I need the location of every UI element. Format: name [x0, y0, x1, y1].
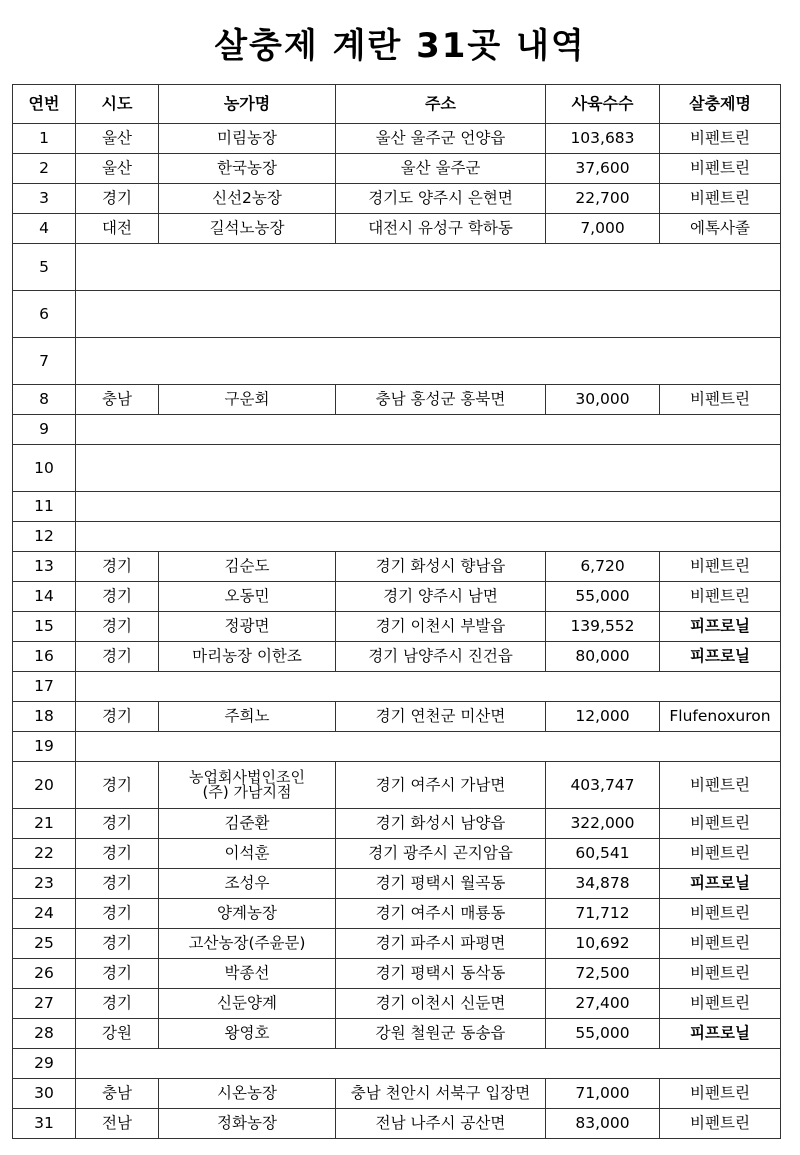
farm-name-cell: 정화농장 — [159, 1109, 336, 1139]
insecticide-cell: 비펜트린 — [660, 839, 781, 869]
row-number: 3 — [13, 184, 76, 214]
insecticide-cell: 비펜트린 — [660, 124, 781, 154]
address-cell: 경기 이천시 부발읍 — [336, 612, 546, 642]
count-cell: 34,878 — [546, 869, 660, 899]
farm-name-cell: 김순도 — [159, 552, 336, 582]
farm-name-cell: 왕영호 — [159, 1019, 336, 1049]
header-region: 시도 — [76, 85, 159, 124]
table-row — [13, 899, 781, 929]
row-number: 2 — [13, 154, 76, 184]
insecticide-cell: 비펜트린 — [660, 989, 781, 1019]
table-row — [13, 582, 781, 612]
table-row — [13, 672, 781, 702]
address-cell: 전남 나주시 공산면 — [336, 1109, 546, 1139]
count-cell: 37,600 — [546, 154, 660, 184]
insecticide-cell: 비펜트린 — [660, 899, 781, 929]
address-cell: 경기 여주시 매룡동 — [336, 899, 546, 929]
redacted-cell — [76, 244, 781, 291]
table-row — [13, 1019, 781, 1049]
farm-name-cell: 정광면 — [159, 612, 336, 642]
table-row — [13, 809, 781, 839]
row-number: 17 — [13, 672, 76, 702]
insecticide-cell: 비펜트린 — [660, 809, 781, 839]
count-cell: 103,683 — [546, 124, 660, 154]
region-cell: 경기 — [76, 702, 159, 732]
insecticide-cell: 비펜트린 — [660, 1109, 781, 1139]
row-number: 5 — [13, 244, 76, 291]
farm-name-line: 농업회사법인조인 — [189, 768, 305, 786]
address-cell: 경기 파주시 파평면 — [336, 929, 546, 959]
farm-name-cell: 고산농장(주윤문) — [159, 929, 336, 959]
region-cell: 경기 — [76, 899, 159, 929]
region-cell: 대전 — [76, 214, 159, 244]
redacted-cell — [76, 445, 781, 492]
row-number: 4 — [13, 214, 76, 244]
row-number: 24 — [13, 899, 76, 929]
row-number: 14 — [13, 582, 76, 612]
farm-name-cell: 시온농장 — [159, 1079, 336, 1109]
redacted-cell — [76, 338, 781, 385]
header-address: 주소 — [336, 85, 546, 124]
region-cell: 경기 — [76, 959, 159, 989]
insecticide-cell: 피프로닐 — [660, 612, 781, 642]
redacted-cell — [76, 732, 781, 762]
row-number: 26 — [13, 959, 76, 989]
insecticide-cell: 비펜트린 — [660, 582, 781, 612]
table-row — [13, 642, 781, 672]
farm-name-cell: 주희노 — [159, 702, 336, 732]
address-cell: 울산 울주군 — [336, 154, 546, 184]
table-row — [13, 612, 781, 642]
insecticide-cell: 비펜트린 — [660, 552, 781, 582]
region-cell: 경기 — [76, 642, 159, 672]
insecticide-cell: 비펜트린 — [660, 929, 781, 959]
table-row — [13, 492, 781, 522]
table-row — [13, 244, 781, 291]
table-row — [13, 522, 781, 552]
insecticide-cell: 피프로닐 — [660, 642, 781, 672]
redacted-cell — [76, 415, 781, 445]
address-cell: 경기 화성시 남양읍 — [336, 809, 546, 839]
farm-name-line: (주) 가남지점 — [202, 783, 292, 801]
address-cell: 대전시 유성구 학하동 — [336, 214, 546, 244]
row-number: 8 — [13, 385, 76, 415]
table-row — [13, 214, 781, 244]
egg-farm-table — [12, 84, 781, 1139]
table-row — [13, 989, 781, 1019]
farm-name-cell — [159, 762, 336, 809]
count-cell: 139,552 — [546, 612, 660, 642]
farm-name-cell: 신선2농장 — [159, 184, 336, 214]
table-row — [13, 702, 781, 732]
region-cell: 경기 — [76, 989, 159, 1019]
row-number: 21 — [13, 809, 76, 839]
farm-name-cell: 한국농장 — [159, 154, 336, 184]
row-number: 10 — [13, 445, 76, 492]
row-number: 13 — [13, 552, 76, 582]
region-cell: 경기 — [76, 762, 159, 809]
count-cell: 7,000 — [546, 214, 660, 244]
header-no: 연번 — [13, 85, 76, 124]
farm-name-cell: 길석노농장 — [159, 214, 336, 244]
row-number: 16 — [13, 642, 76, 672]
row-number: 22 — [13, 839, 76, 869]
farm-name-cell: 김준환 — [159, 809, 336, 839]
address-cell: 경기도 양주시 은현면 — [336, 184, 546, 214]
count-cell: 55,000 — [546, 582, 660, 612]
table-row — [13, 445, 781, 492]
region-cell: 경기 — [76, 929, 159, 959]
count-cell: 27,400 — [546, 989, 660, 1019]
row-number: 19 — [13, 732, 76, 762]
row-number: 6 — [13, 291, 76, 338]
insecticide-cell: 피프로닐 — [660, 1019, 781, 1049]
address-cell: 경기 평택시 월곡동 — [336, 869, 546, 899]
redacted-cell — [76, 492, 781, 522]
region-cell: 경기 — [76, 839, 159, 869]
region-cell: 경기 — [76, 582, 159, 612]
row-number: 12 — [13, 522, 76, 552]
address-cell: 경기 이천시 신둔면 — [336, 989, 546, 1019]
header-farm: 농가명 — [159, 85, 336, 124]
row-number: 30 — [13, 1079, 76, 1109]
insecticide-cell: 에톡사졸 — [660, 214, 781, 244]
row-number: 18 — [13, 702, 76, 732]
farm-name-cell: 오동민 — [159, 582, 336, 612]
insecticide-cell: 비펜트린 — [660, 385, 781, 415]
table-row — [13, 552, 781, 582]
redacted-cell — [76, 522, 781, 552]
count-cell: 6,720 — [546, 552, 660, 582]
insecticide-cell: 피프로닐 — [660, 869, 781, 899]
address-cell: 경기 여주시 가남면 — [336, 762, 546, 809]
table-row — [13, 1109, 781, 1139]
region-cell: 전남 — [76, 1109, 159, 1139]
redacted-cell — [76, 1049, 781, 1079]
address-cell: 경기 연천군 미산면 — [336, 702, 546, 732]
address-cell: 경기 양주시 남면 — [336, 582, 546, 612]
region-cell: 경기 — [76, 809, 159, 839]
region-cell: 경기 — [76, 869, 159, 899]
farm-name-cell: 구운회 — [159, 385, 336, 415]
insecticide-cell: 비펜트린 — [660, 959, 781, 989]
count-cell: 83,000 — [546, 1109, 660, 1139]
count-cell: 12,000 — [546, 702, 660, 732]
count-cell: 22,700 — [546, 184, 660, 214]
row-number: 25 — [13, 929, 76, 959]
insecticide-cell: 비펜트린 — [660, 762, 781, 809]
address-cell: 강원 철원군 동송읍 — [336, 1019, 546, 1049]
address-cell: 경기 화성시 향남읍 — [336, 552, 546, 582]
count-cell: 55,000 — [546, 1019, 660, 1049]
count-cell: 403,747 — [546, 762, 660, 809]
redacted-cell — [76, 291, 781, 338]
table-row — [13, 184, 781, 214]
table-row — [13, 959, 781, 989]
row-number: 7 — [13, 338, 76, 385]
header-count: 사육수수 — [546, 85, 660, 124]
region-cell: 울산 — [76, 124, 159, 154]
address-cell: 울산 울주군 언양읍 — [336, 124, 546, 154]
table-row — [13, 929, 781, 959]
insecticide-cell: 비펜트린 — [660, 184, 781, 214]
count-cell: 71,000 — [546, 1079, 660, 1109]
table-row — [13, 385, 781, 415]
address-cell: 경기 남양주시 진건읍 — [336, 642, 546, 672]
table-row — [13, 415, 781, 445]
count-cell: 322,000 — [546, 809, 660, 839]
address-cell: 경기 평택시 동삭동 — [336, 959, 546, 989]
header-insecticide: 살충제명 — [660, 85, 781, 124]
count-cell: 80,000 — [546, 642, 660, 672]
farm-name-cell: 양계농장 — [159, 899, 336, 929]
row-number: 1 — [13, 124, 76, 154]
region-cell: 울산 — [76, 154, 159, 184]
region-cell: 충남 — [76, 1079, 159, 1109]
table-row — [13, 154, 781, 184]
row-number: 20 — [13, 762, 76, 809]
header-row — [13, 85, 781, 124]
row-number: 15 — [13, 612, 76, 642]
insecticide-cell: 비펜트린 — [660, 154, 781, 184]
region-cell: 충남 — [76, 385, 159, 415]
address-cell: 충남 홍성군 홍북면 — [336, 385, 546, 415]
table-row — [13, 732, 781, 762]
page-title: 살충제 계란 31곳 내역 — [214, 26, 586, 66]
insecticide-cell: Flufenoxuron — [660, 702, 781, 732]
count-cell: 10,692 — [546, 929, 660, 959]
farm-name-cell: 미림농장 — [159, 124, 336, 154]
row-number: 27 — [13, 989, 76, 1019]
region-cell: 경기 — [76, 552, 159, 582]
row-number: 23 — [13, 869, 76, 899]
region-cell: 경기 — [76, 184, 159, 214]
table-row — [13, 869, 781, 899]
farm-name-cell: 조성우 — [159, 869, 336, 899]
redacted-cell — [76, 672, 781, 702]
table-row — [13, 1049, 781, 1079]
table-row — [13, 124, 781, 154]
table-row — [13, 839, 781, 869]
region-cell: 경기 — [76, 612, 159, 642]
table-row — [13, 1079, 781, 1109]
count-cell: 71,712 — [546, 899, 660, 929]
region-cell: 강원 — [76, 1019, 159, 1049]
row-number: 31 — [13, 1109, 76, 1139]
farm-name-cell: 신둔양계 — [159, 989, 336, 1019]
table-row — [13, 338, 781, 385]
insecticide-cell: 비펜트린 — [660, 1079, 781, 1109]
address-cell: 충남 천안시 서북구 입장면 — [336, 1079, 546, 1109]
farm-name-cell: 마리농장 이한조 — [159, 642, 336, 672]
row-number: 9 — [13, 415, 76, 445]
row-number: 29 — [13, 1049, 76, 1079]
row-number: 11 — [13, 492, 76, 522]
count-cell: 60,541 — [546, 839, 660, 869]
table-row — [13, 291, 781, 338]
count-cell: 30,000 — [546, 385, 660, 415]
row-number: 28 — [13, 1019, 76, 1049]
table-row — [13, 762, 781, 809]
farm-name-cell: 이석훈 — [159, 839, 336, 869]
address-cell: 경기 광주시 곤지암읍 — [336, 839, 546, 869]
farm-name-cell: 박종선 — [159, 959, 336, 989]
count-cell: 72,500 — [546, 959, 660, 989]
